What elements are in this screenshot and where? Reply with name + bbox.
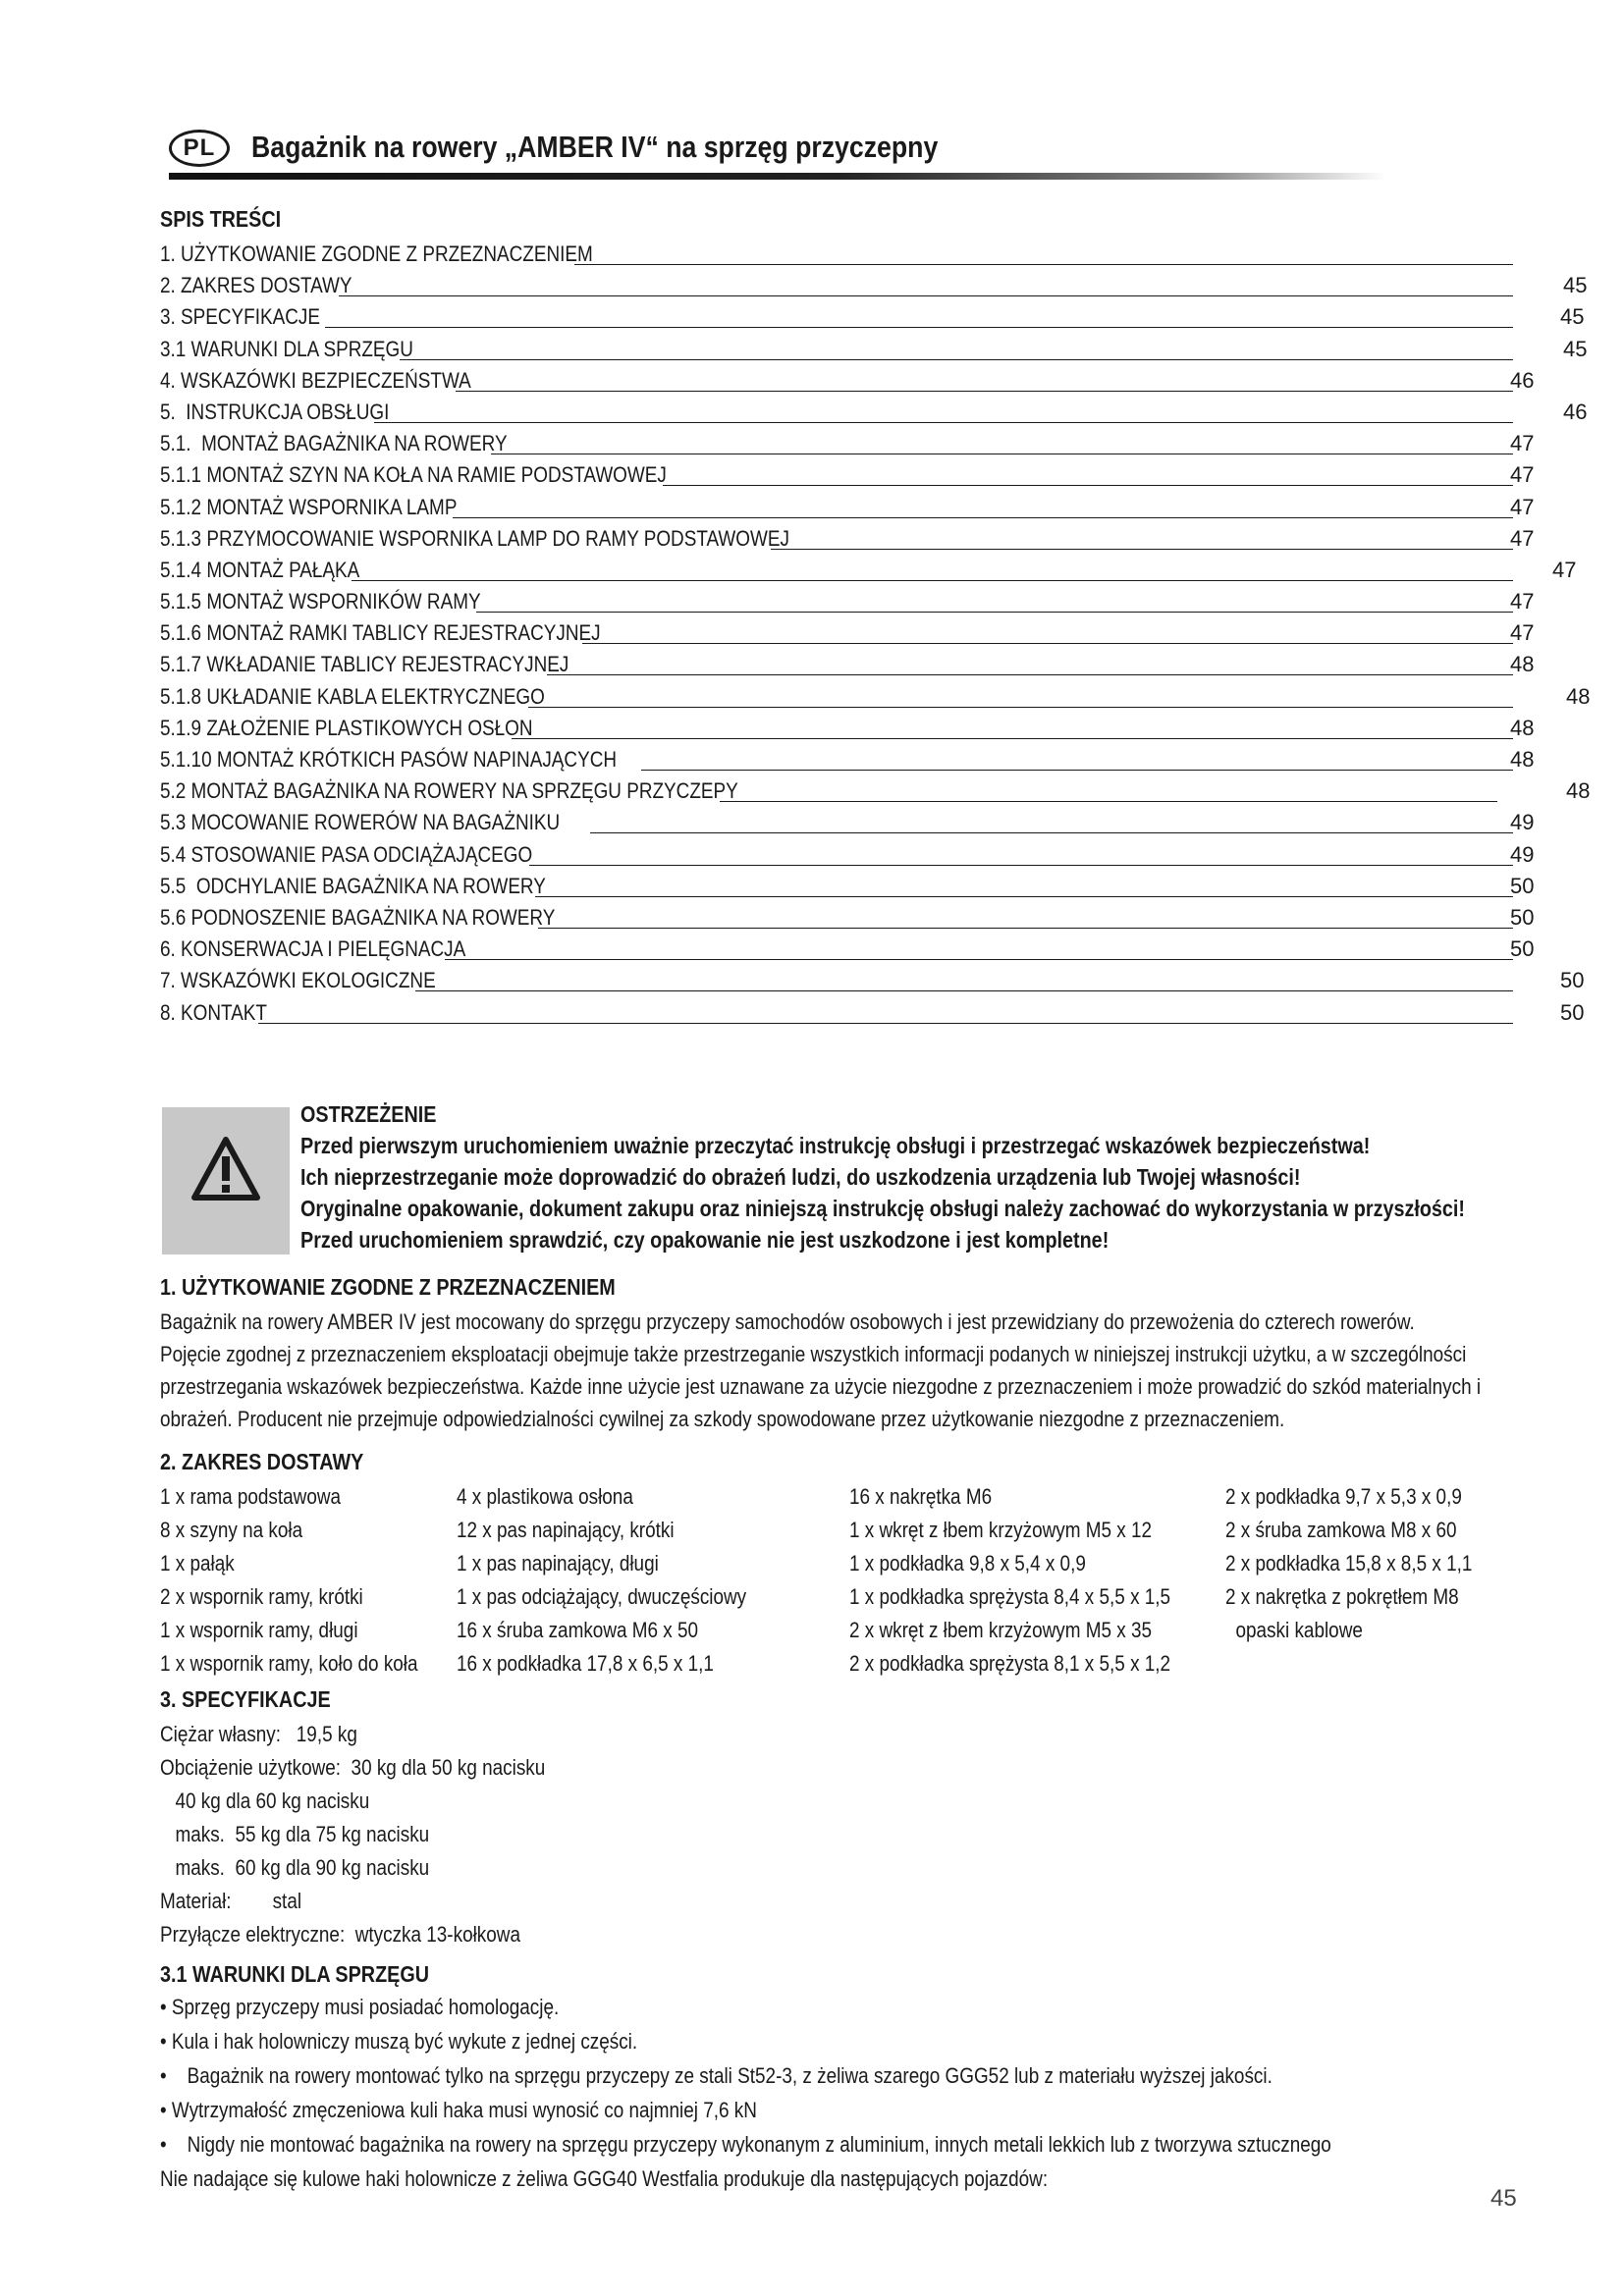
section-2-heading: 2. ZAKRES DOSTAWY	[160, 1449, 364, 1474]
toc-leader-line	[535, 896, 1513, 897]
delivery-item: 2 x podkładka sprężysta 8,1 x 5,5 x 1,2	[849, 1651, 1171, 1676]
toc-entry-page: 48	[1510, 715, 1535, 740]
toc-entry-label: 5.2 MONTAŻ BAGAŻNIKA NA ROWERY NA SPRZĘGU PRZYCZEPY	[160, 778, 738, 804]
toc-entry-label: 5.1.1 MONTAŻ SZYN NA KOŁA NA RAMIE PODSTAWOWEJ	[160, 462, 667, 488]
delivery-item: 16 x nakrętka M6	[849, 1484, 993, 1509]
toc-leader-line	[339, 295, 1513, 296]
delivery-column-4	[1225, 1480, 1472, 1647]
delivery-item: 2 x podkładka 15,8 x 8,5 x 1,1	[1225, 1551, 1473, 1575]
delivery-item: 1 x podkładka sprężysta 8,4 x 5,5 x 1,5	[849, 1584, 1171, 1609]
toc-leader-line	[400, 359, 1513, 360]
toc-entry-page: 47	[1552, 557, 1577, 582]
toc-entry[interactable]	[160, 271, 1594, 302]
delivery-item: 1 x pałąk	[160, 1551, 235, 1575]
toc-leader-line	[582, 643, 1513, 644]
toc-entry[interactable]	[160, 745, 1594, 776]
toc-leader-line	[456, 391, 1513, 392]
spec-line: Przyłącze elektryczne: wtyczka 13-kołkowa	[160, 1922, 520, 1947]
toc-leader-line	[352, 580, 1513, 581]
page-number: 45	[1490, 2185, 1517, 2212]
toc-entry[interactable]	[160, 556, 1594, 587]
title-underline	[169, 173, 1386, 180]
toc-entry[interactable]	[160, 776, 1594, 808]
toc-entry-label: 5.1.2 MONTAŻ WSPORNIKA LAMP	[160, 494, 458, 519]
toc-entry-label: 3.1 WARUNKI DLA SPRZĘGU	[160, 336, 413, 361]
toc-entry-label: 5.1.8 UKŁADANIE KABLA ELEKTRYCZNEGO	[160, 683, 545, 709]
delivery-item: 16 x śruba zamkowa M6 x 50	[457, 1618, 699, 1642]
toc-entry-page: 47	[1510, 525, 1535, 551]
toc-entry-label: 5.1. MONTAŻ BAGAŻNIKA NA ROWERY	[160, 431, 508, 456]
toc-entry-page: 47	[1510, 431, 1535, 456]
toc-leader-line	[547, 674, 1513, 675]
toc-entry-label: 5.5 ODCHYLANIE BAGAŻNIKA NA ROWERY	[160, 873, 546, 898]
toc-entry-label: 4. WSKAZÓWKI BEZPIECZEŃSTWA	[160, 367, 471, 393]
bullet-item: • Nigdy nie montować bagażnika na rowery na sprzęgu przyczepy wykonanym z aluminium, innych metali lekkich lub z tworzywa sztucznego	[160, 2132, 1331, 2157]
toc-entry[interactable]	[160, 966, 1594, 997]
toc-entry-page: 46	[1510, 367, 1535, 393]
toc-entry-page: 45	[1563, 336, 1588, 361]
delivery-item: 1 x wkręt z łbem krzyżowym M5 x 12	[849, 1518, 1153, 1542]
toc-entry-label: 5.1.4 MONTAŻ PAŁĄKA	[160, 557, 360, 582]
toc-entry[interactable]	[160, 872, 1594, 903]
toc-entry-page: 50	[1510, 873, 1535, 898]
toc-entry[interactable]	[160, 398, 1594, 429]
toc-entry[interactable]	[160, 524, 1594, 556]
toc-leader-line	[720, 801, 1497, 802]
toc-entry-label: 5.1.7 WKŁADANIE TABLICY REJESTRACYJNEJ	[160, 652, 569, 677]
delivery-item: 1 x pas odciążający, dwuczęściowy	[457, 1584, 747, 1609]
toc-leader-line	[453, 517, 1513, 518]
delivery-column-1	[160, 1480, 418, 1681]
toc-entry-label: 5.6 PODNOSZENIE BAGAŻNIKA NA ROWERY	[160, 904, 556, 930]
toc-entry-label: 1. UŻYTKOWANIE ZGODNE Z PRZEZNACZENIEM	[160, 241, 593, 266]
toc-entry-page: 48	[1510, 747, 1535, 772]
delivery-item: 4 x plastikowa osłona	[457, 1484, 633, 1509]
toc-entry[interactable]	[160, 302, 1594, 334]
toc-entry-label: 5.1.10 MONTAŻ KRÓTKICH PASÓW NAPINAJĄCYCH	[160, 747, 618, 772]
bullet-item: • Kula i hak holowniczy muszą być wykute z jednej części.	[160, 2029, 638, 2054]
warning-line: Oryginalne opakowanie, dokument zakupu oraz niniejszą instrukcję obsługi należy zachować do wykorzystania w przyszłości!	[300, 1196, 1466, 1221]
delivery-item: 8 x szyny na koła	[160, 1518, 303, 1542]
document-title: Bagażnik na rowery „AMBER IV“ na sprzęg przyczepny	[251, 130, 939, 164]
bullet-item: • Bagażnik na rowery montować tylko na sprzęgu przyczepy ze stali St52-3, z żeliwa szarego GGG52 lub z materiału wyższej jakości.	[160, 2063, 1272, 2088]
toc-entry-page: 47	[1510, 462, 1535, 488]
toc-entry[interactable]	[160, 934, 1594, 966]
toc-entry[interactable]	[160, 240, 1594, 271]
delivery-item: 2 x śruba zamkowa M8 x 60	[1225, 1518, 1457, 1542]
warning-line: Ich nieprzestrzeganie może doprowadzić do obrażeń ludzi, do uszkodzenia urządzenia lub Twojej własności!	[300, 1164, 1301, 1190]
toc-entry[interactable]	[160, 366, 1594, 398]
delivery-item: 2 x wspornik ramy, krótki	[160, 1584, 363, 1609]
toc-entry-label: 3. SPECYFIKACJE	[160, 304, 326, 330]
spec-line: 40 kg dla 60 kg nacisku	[175, 1789, 370, 1813]
warning-triangle-icon	[191, 1137, 260, 1201]
spec-line: Ciężar własny: 19,5 kg	[160, 1722, 357, 1746]
delivery-item: opaski kablowe	[1225, 1618, 1363, 1642]
warning-text	[300, 1101, 1577, 1258]
delivery-column-2	[457, 1480, 746, 1681]
toc-entry-label: 2. ZAKRES DOSTAWY	[160, 273, 352, 298]
specifications	[160, 1718, 545, 1951]
delivery-item: 2 x wkręt z łbem krzyżowym M5 x 35	[849, 1618, 1153, 1642]
toc-entry[interactable]	[160, 650, 1594, 681]
delivery-item: 2 x podkładka 9,7 x 5,3 x 0,9	[1225, 1484, 1462, 1509]
toc-entry-page: 49	[1510, 841, 1535, 867]
warning-line: Przed uruchomieniem sprawdzić, czy opakowanie nie jest uszkodzone i jest kompletne!	[300, 1227, 1110, 1253]
toc-entry[interactable]	[160, 493, 1594, 524]
warning-box	[162, 1107, 290, 1255]
toc-entry[interactable]	[160, 335, 1594, 366]
toc-entry[interactable]	[160, 682, 1594, 714]
toc-entry-page: 48	[1510, 652, 1535, 677]
coupling-conditions	[160, 1995, 1331, 2201]
document-header	[169, 126, 1386, 181]
toc-entry[interactable]	[160, 587, 1594, 618]
toc-leader-line	[641, 770, 1513, 771]
toc-leader-line	[529, 865, 1513, 866]
toc-leader-line	[538, 928, 1513, 929]
delivery-item: 16 x podkładka 17,8 x 6,5 x 1,1	[457, 1651, 714, 1676]
toc-entry-page: 46	[1563, 399, 1588, 424]
spec-line: maks. 55 kg dla 75 kg nacisku	[175, 1822, 430, 1846]
toc-entry-label: 7. WSKAZÓWKI EKOLOGICZNE	[160, 968, 436, 993]
toc-leader-line	[574, 264, 1513, 265]
toc-entry-page: 50	[1560, 999, 1585, 1025]
paragraph-line: Bagażnik na rowery AMBER IV jest mocowany do sprzęgu przyczepy samochodów osobowych i jest przewidziany do przewożenia do czterech rowerów.	[160, 1309, 1415, 1334]
delivery-item: 1 x pas napinający, długi	[457, 1551, 659, 1575]
toc-entry-label: 5.1.5 MONTAŻ WSPORNIKÓW RAMY	[160, 589, 481, 614]
toc-leader-line	[590, 832, 1513, 833]
toc-leader-line	[512, 738, 1513, 739]
toc-entry[interactable]	[160, 429, 1594, 460]
paragraph-line: przestrzegania wskazówek bezpieczeństwa. Każde inne użycie jest uznawane za użycie niezgodne z przeznaczeniem i może prowadzić do szkód materialnych i	[160, 1374, 1482, 1399]
toc-entry-label: 5.1.3 PRZYMOCOWANIE WSPORNIKA LAMP DO RAMY PODSTAWOWEJ	[160, 525, 789, 551]
toc-heading: SPIS TREŚCI	[160, 206, 282, 232]
warning-line: Przed pierwszym uruchomieniem uważnie przeczytać instrukcję obsługi i przestrzegać wskazówek bezpieczeństwa!	[300, 1133, 1371, 1158]
toc-leader-line	[663, 485, 1513, 486]
toc-entry-page: 50	[1510, 904, 1535, 930]
toc-entry[interactable]	[160, 840, 1594, 872]
toc-entry-label: 8. KONTAKT	[160, 999, 267, 1025]
toc-entry[interactable]	[160, 903, 1594, 934]
toc-entry[interactable]	[160, 460, 1594, 492]
toc-entry-page: 49	[1510, 810, 1535, 835]
toc-entry-page: 47	[1510, 620, 1535, 646]
delivery-item: 1 x rama podstawowa	[160, 1484, 342, 1509]
bullet-item: • Wytrzymałość zmęczeniowa kuli haka musi wynosić co najmniej 7,6 kN	[160, 2098, 757, 2122]
section-3-1-heading: 3.1 WARUNKI DLA SPRZĘGU	[160, 1961, 430, 1987]
toc-leader-line	[771, 549, 1513, 550]
toc-leader-line	[415, 990, 1513, 991]
delivery-item: 2 x nakrętka z pokrętłem M8	[1225, 1584, 1459, 1609]
delivery-item: 12 x pas napinający, krótki	[457, 1518, 675, 1542]
language-badge: PL	[169, 130, 230, 167]
toc-entry-label: 5.3 MOCOWANIE ROWERÓW NA BAGAŻNIKU	[160, 810, 561, 835]
toc-entry-label: 6. KONSERWACJA I PIELĘGNACJA	[160, 936, 466, 962]
toc-entry-page: 45	[1560, 304, 1585, 330]
toc-entry[interactable]	[160, 618, 1594, 650]
toc-leader-line	[445, 959, 1513, 960]
toc-entry-page: 48	[1566, 683, 1591, 709]
toc-leader-line	[476, 612, 1513, 613]
toc-entry-page: 50	[1560, 968, 1585, 993]
toc-entry-page: 47	[1510, 494, 1535, 519]
section-1-text	[160, 1306, 1511, 1435]
warning-title: OSTRZEŻENIE	[300, 1101, 437, 1127]
paragraph-line: Nie nadające się kulowe haki holownicze z żeliwa GGG40 Westfalia produkuje dla następujących pojazdów:	[160, 2166, 1049, 2191]
toc-entry-label: 5. INSTRUKCJA OBSŁUGI	[160, 399, 390, 424]
spec-line: maks. 60 kg dla 90 kg nacisku	[175, 1855, 430, 1880]
toc-entry-label: 5.1.6 MONTAŻ RAMKI TABLICY REJESTRACYJNEJ	[160, 620, 601, 646]
toc-entry[interactable]	[160, 998, 1594, 1030]
paragraph-line: Pojęcie zgodnej z przeznaczeniem eksploatacji obejmuje także przestrzeganie wszystkich informacji podanych w niniejszej instrukcji użytku, a w szczególności	[160, 1342, 1467, 1366]
bullet-item: • Sprzęg przyczepy musi posiadać homologację.	[160, 1995, 560, 2019]
toc-entry[interactable]	[160, 714, 1594, 745]
toc-leader-line	[325, 327, 1513, 328]
toc-leader-line	[374, 422, 1513, 423]
toc-entry-page: 50	[1510, 936, 1535, 962]
delivery-item: 1 x podkładka 9,8 x 5,4 x 0,9	[849, 1551, 1086, 1575]
toc-entry-label: 5.1.9 ZAŁOŻENIE PLASTIKOWYCH OSŁON	[160, 715, 533, 740]
toc-entry-page: 47	[1510, 589, 1535, 614]
toc-entry[interactable]	[160, 808, 1594, 839]
paragraph-line: obrażeń. Producent nie przejmuje odpowiedzialności cywilnej za szkody spowodowane przez użytkowanie niezgodne z przeznaczeniem.	[160, 1407, 1285, 1431]
section-3-heading: 3. SPECYFIKACJE	[160, 1686, 331, 1712]
delivery-item: 1 x wspornik ramy, długi	[160, 1618, 358, 1642]
delivery-item: 1 x wspornik ramy, koło do koła	[160, 1651, 418, 1676]
toc-leader-line	[528, 707, 1513, 708]
toc-entry-label: 5.4 STOSOWANIE PASA ODCIĄŻAJĄCEGO	[160, 841, 533, 867]
delivery-column-3	[849, 1480, 1170, 1681]
spec-line: Materiał: stal	[160, 1889, 302, 1913]
spec-line: Obciążenie użytkowe: 30 kg dla 50 kg nacisku	[160, 1755, 546, 1780]
toc-entry-page: 48	[1566, 778, 1591, 804]
section-1-heading: 1. UŻYTKOWANIE ZGODNE Z PRZEZNACZENIEM	[160, 1274, 616, 1300]
toc-leader-line	[258, 1023, 1513, 1024]
toc-entry-page: 45	[1563, 273, 1588, 298]
table-of-contents	[160, 240, 1594, 1030]
